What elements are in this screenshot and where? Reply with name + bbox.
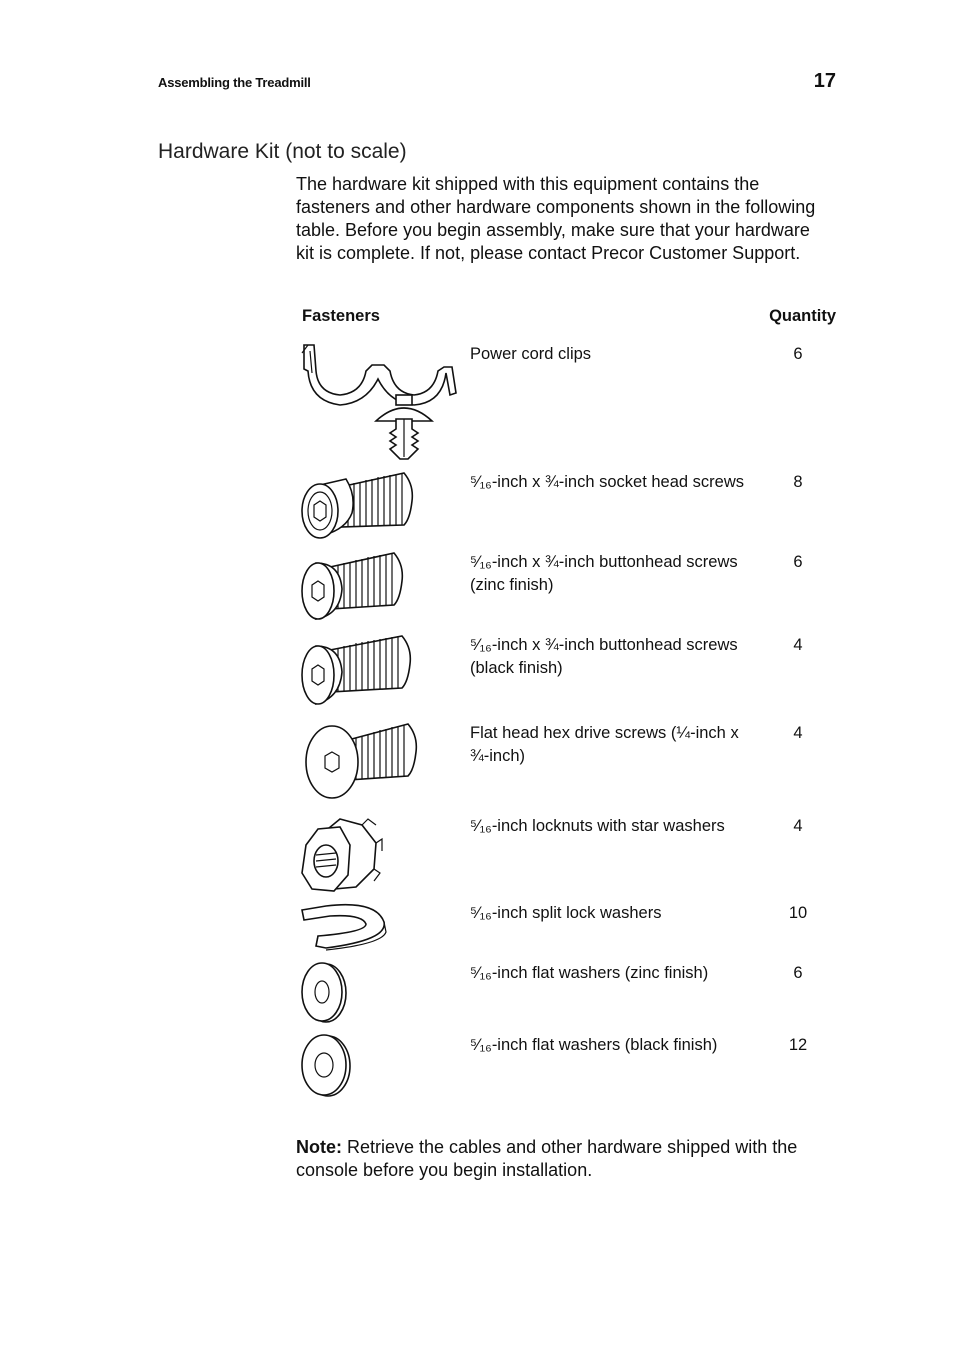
fastener-quantity: 4 (793, 724, 803, 742)
fastener-quantity: 8 (793, 473, 803, 491)
fastener-description: Power cord clips (470, 345, 592, 363)
socket-head-screw-icon (296, 471, 462, 543)
flat-washer-icon (296, 962, 462, 1024)
fastener-quantity: 6 (793, 553, 803, 571)
fastener-description: Flat head hex drive screws (¼-inch x ¾-inch) (470, 724, 739, 765)
flat-washer-icon (296, 1034, 462, 1098)
locknut-star-washer-icon (296, 815, 462, 895)
power-cord-clip-icon (296, 343, 462, 463)
fastener-description: ⁵⁄₁₆-inch locknuts with star washers (470, 817, 725, 835)
note-paragraph (296, 1136, 826, 1182)
table-row (296, 962, 836, 1024)
fastener-quantity: 12 (788, 1036, 808, 1054)
table-row (296, 902, 836, 952)
table-row (296, 1034, 836, 1098)
fastener-quantity: 4 (793, 817, 803, 835)
fastener-description: ⁵⁄₁₆-inch flat washers (black finish) (470, 1036, 718, 1054)
table-header-quantity: Quantity (769, 307, 836, 325)
fastener-quantity: 4 (793, 636, 803, 654)
note-text: Retrieve the cables and other hardware shipped with the console before you begin installation. (296, 1137, 798, 1180)
page-number: 17 (813, 70, 836, 92)
section-title: Hardware Kit (not to scale) (158, 140, 407, 163)
fastener-description: ⁵⁄₁₆-inch split lock washers (470, 904, 662, 922)
table-row (296, 471, 836, 543)
running-head: Assembling the Treadmill (158, 75, 311, 90)
fastener-description: ⁵⁄₁₆-inch x ¾-inch buttonhead screws (black finish) (470, 636, 738, 677)
fastener-quantity: 6 (793, 345, 803, 363)
fastener-quantity: 6 (793, 964, 803, 982)
fastener-description: ⁵⁄₁₆-inch x ¾-inch buttonhead screws (zinc finish) (470, 553, 738, 594)
table-header-fasteners: Fasteners (302, 307, 380, 325)
note-label: Note: (296, 1137, 342, 1157)
intro-paragraph: The hardware kit shipped with this equipment contains the fasteners and other hardware components shown in the following table. Before you begin assembly, make sure that your hardware kit is complete. If not, please contact Precor Customer Support. (296, 174, 816, 263)
buttonhead-screw-icon (296, 634, 462, 710)
fastener-description: ⁵⁄₁₆-inch flat washers (zinc finish) (470, 964, 709, 982)
flat-head-hex-screw-icon (296, 722, 462, 802)
table-row (296, 343, 836, 463)
table-row (296, 551, 836, 625)
fastener-description: ⁵⁄₁₆-inch x ¾-inch socket head screws (470, 473, 745, 491)
table-row (296, 634, 836, 710)
split-lock-washer-icon (296, 902, 462, 952)
fastener-quantity: 10 (788, 904, 808, 922)
buttonhead-screw-icon (296, 551, 462, 625)
table-row (296, 815, 836, 895)
table-row (296, 722, 836, 802)
